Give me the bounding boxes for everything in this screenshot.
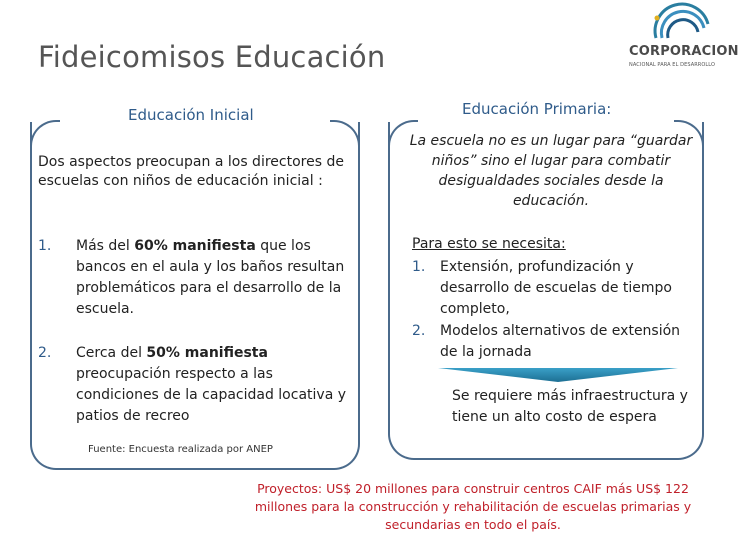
need-text: Extensión, profundización y desarrollo de escuelas de tiempo completo,: [440, 259, 672, 317]
item-text-after: preocupación respecto a las condiciones de la capacidad locativa y patios de recreo: [76, 366, 347, 424]
list-item: [38, 343, 356, 427]
projects-note: Proyectos: US$ 20 millones para construir centros CAIF más US$ 122 millones para la construcción y rehabilitación de escuelas primarias y secundarias en todo el país.: [254, 481, 692, 532]
list-item: [38, 236, 348, 320]
right-heading: Educación Primaria:: [462, 100, 612, 118]
item-number: 2.: [38, 345, 52, 361]
list-item: [412, 321, 692, 363]
down-arrow-banner-icon: [438, 368, 678, 382]
corporacion-logo: [618, 4, 739, 78]
left-intro: Dos aspectos preocupan a los directores de escuelas con niños de educación inicial :: [38, 154, 344, 189]
item-number: 1.: [38, 238, 52, 254]
logo-arcs-icon: [648, 4, 714, 44]
need-text: Modelos alternativos de extensión de la jornada: [440, 323, 681, 360]
item-text-after: que los bancos en el aula y los baños resultan problemáticos para el desarrollo de la escuela.: [76, 238, 345, 317]
source-note: Fuente: Encuesta realizada por ANEP: [88, 444, 273, 455]
left-heading: Educación Inicial: [128, 106, 254, 124]
page-title: Fideicomisos Educación: [38, 40, 386, 74]
item-text-before: Más del: [76, 238, 135, 254]
list-item: [412, 257, 692, 320]
item-bold: 50% manifiesta: [146, 345, 268, 361]
need-number: 1.: [412, 259, 426, 275]
primary-quote: La escuela no es un lugar para “guardar niños” sino el lugar para combatir desigualdades sociales desde la educación.: [409, 133, 693, 209]
item-bold: 60% manifiesta: [134, 238, 256, 254]
logo-subtitle-text: NACIONAL PARA EL DESARROLLO: [629, 62, 716, 68]
item-text-before: Cerca del: [76, 345, 147, 361]
logo-brand-text: CORPORACION: [629, 44, 739, 59]
needs-title: Para esto se necesita:: [412, 236, 566, 252]
cost-note: Se requiere más infraestructura y tiene un alto costo de espera: [452, 388, 688, 425]
need-number: 2.: [412, 323, 426, 339]
